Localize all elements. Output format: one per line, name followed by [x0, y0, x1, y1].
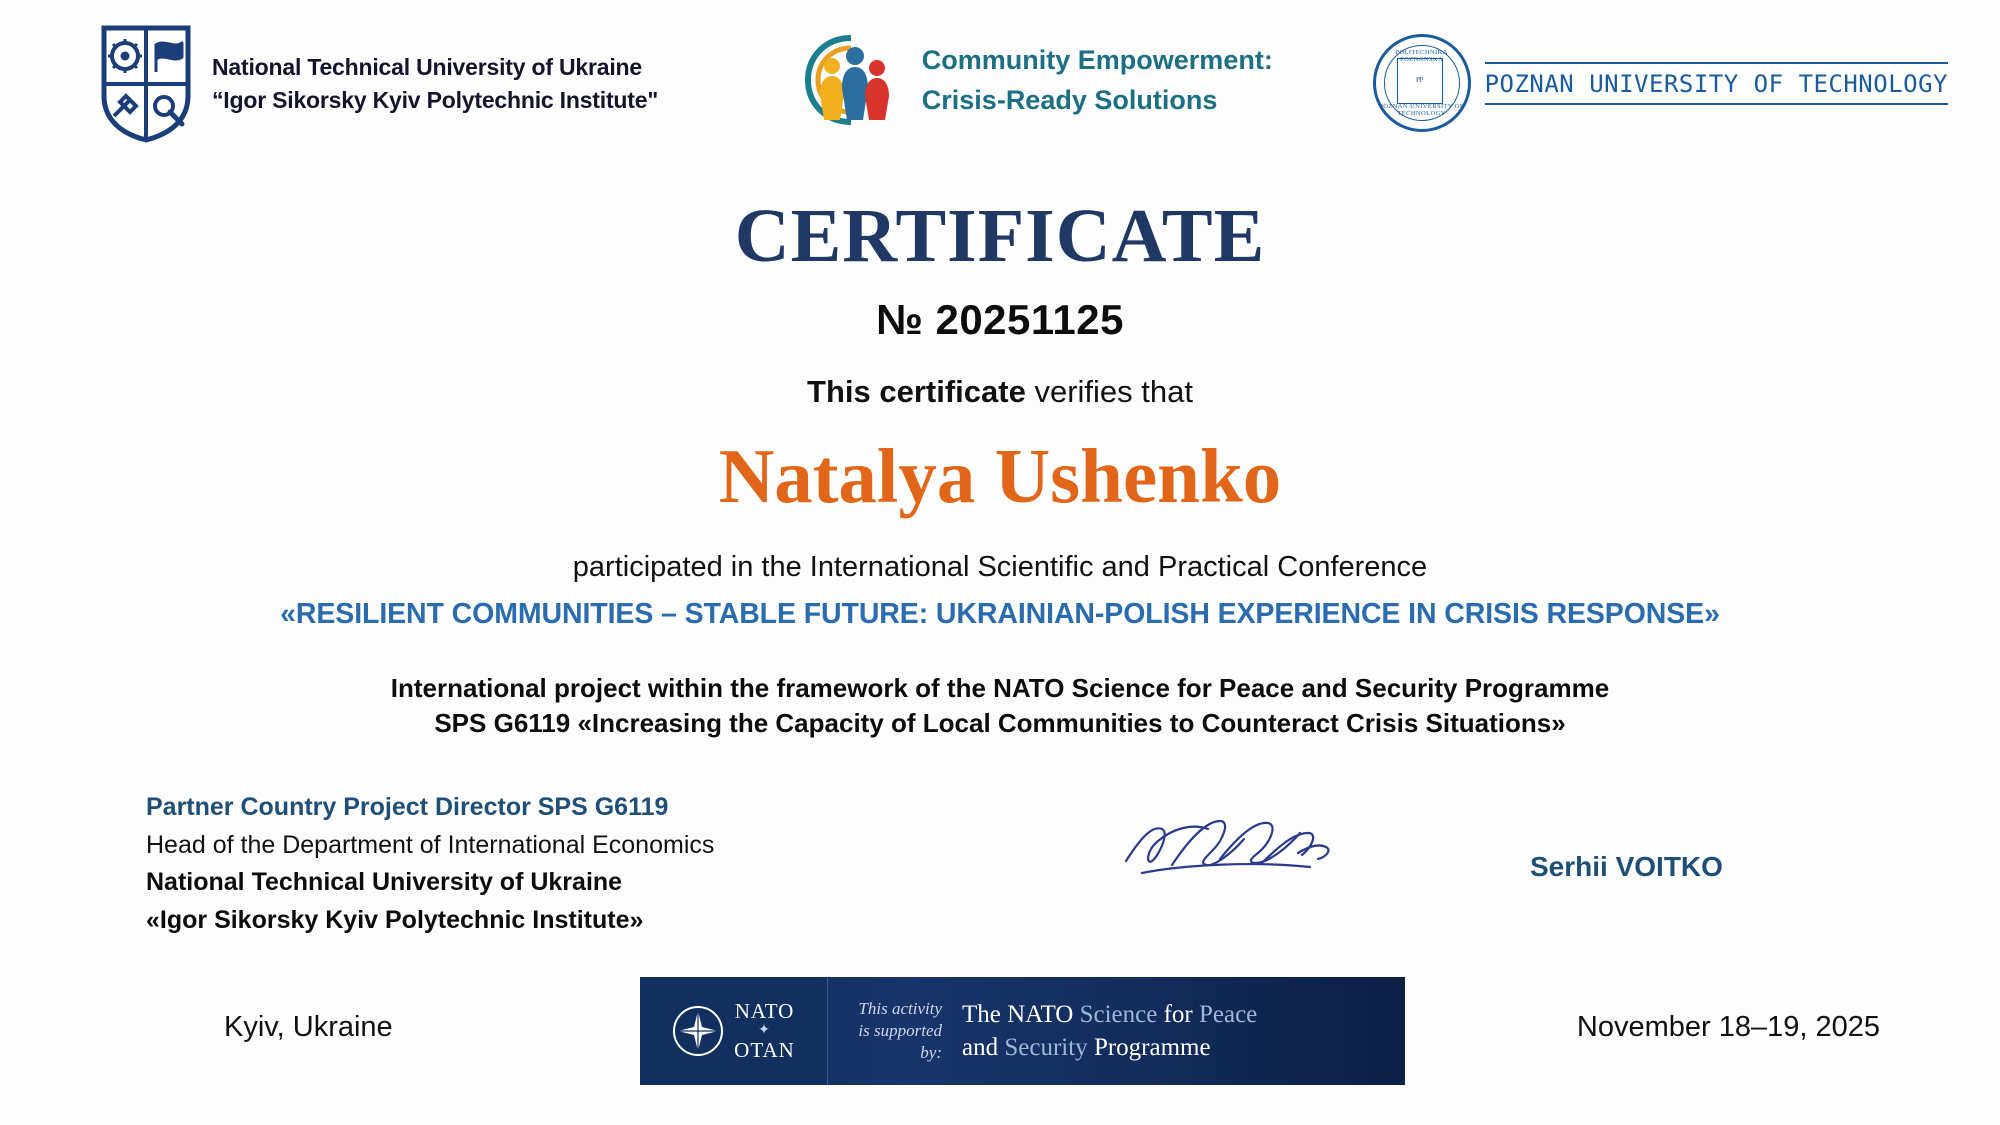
verification-suffix: verifies that — [1034, 374, 1193, 409]
header-logo-ntuu-kpi — [100, 24, 658, 144]
poznan-seal-top-text: POLITECHNIKA POZNANSKA — [1395, 49, 1448, 63]
poznan-seal-inner-text: PP — [1397, 58, 1443, 104]
ntuu-kpi-name-line2: “Igor Sikorsky Kyiv Polytechnic Institute" — [212, 87, 659, 113]
signer-org-line1: National Technical University of Ukraine — [146, 868, 623, 897]
nato-compass-star-icon — [672, 1005, 724, 1057]
ntuu-kpi-name — [212, 51, 658, 118]
handwritten-signature-icon — [1112, 799, 1342, 891]
participation-line: participated in the International Scientific and Practical Conference — [572, 550, 1428, 583]
nato-sps-banner — [640, 977, 1405, 1085]
nato-supported-line1: This activity — [858, 998, 942, 1018]
certificate-number: № 20251125 — [875, 296, 1125, 343]
signature-block — [0, 789, 2000, 969]
poznan-seal-bottom-text: POZNAN UNIVERSITY OF TECHNOLOGY — [1379, 103, 1464, 117]
project-description-line2: SPS G6119 «Increasing the Capacity of Local Communities to Counteract Crisis Situations» — [434, 707, 1566, 738]
nato-divider-icon: ✦ — [758, 1022, 771, 1038]
nato-programme-line2-a: and — [962, 1034, 1005, 1061]
community-empowerment-line1: Community Empowerment: — [921, 44, 1273, 75]
nato-supported-line2: is supported by: — [858, 1020, 942, 1063]
nato-programme-line1 — [962, 998, 1257, 1031]
signer-role: Partner Country Project Director SPS G6119 — [146, 793, 669, 822]
nato-label: NATO — [734, 999, 795, 1024]
nato-programme-title — [956, 998, 1257, 1064]
otan-label: OTAN — [734, 1038, 795, 1063]
ntuu-kpi-shield-logo-icon — [100, 24, 192, 144]
verification-line — [0, 374, 2000, 410]
event-dates: November 18–19, 2025 — [1576, 1011, 1880, 1043]
poznan-wordmark: POZNAN UNIVERSITY OF TECHNOLOGY — [1485, 62, 1948, 105]
certificate-header — [0, 0, 2000, 160]
verification-prefix: This certificate — [807, 374, 1026, 409]
project-description — [0, 671, 2000, 741]
nato-programme-line1-c: for — [1157, 1001, 1199, 1028]
nato-programme-line2 — [962, 1031, 1257, 1064]
nato-supported-by-text — [828, 998, 956, 1064]
ntuu-kpi-name-line1: National Technical University of Ukraine — [212, 53, 642, 80]
community-empowerment-title — [922, 40, 1273, 121]
nato-programme-line2-b: Security — [1004, 1034, 1088, 1061]
community-empowerment-line2: Crisis-Ready Solutions — [921, 85, 1218, 115]
header-logo-community-empowerment — [798, 32, 1273, 128]
nato-otan-labels — [734, 998, 795, 1063]
signer-name: Serhii VOITKO — [1530, 851, 1723, 883]
issue-place: Kyiv, Ukraine — [224, 1011, 393, 1043]
nato-programme-line1-b: Science — [1079, 1001, 1158, 1028]
recipient-name: Natalya Ushenko — [718, 433, 1282, 519]
certificate-footer — [0, 977, 2000, 1087]
project-description-line1: International project within the framework of the NATO Science for Peace and Security Programme — [390, 672, 1610, 703]
nato-programme-line2-c: Programme — [1087, 1034, 1211, 1061]
nato-programme-line1-a: The NATO — [962, 1001, 1080, 1028]
header-logo-poznan — [1373, 34, 1948, 132]
page-title: CERTIFICATE — [734, 194, 1266, 278]
signer-org-line2: «Igor Sikorsky Kyiv Polytechnic Institute» — [146, 905, 644, 934]
community-empowerment-people-logo-icon — [798, 32, 904, 128]
conference-title: «RESILIENT COMMUNITIES – STABLE FUTURE: UKRAINIAN-POLISH EXPERIENCE IN CRISIS RESPONSE» — [280, 597, 1720, 630]
poznan-university-seal-icon — [1373, 34, 1471, 132]
nato-programme-line1-d: Peace — [1198, 1001, 1258, 1028]
nato-emblem-block — [640, 977, 828, 1085]
signer-details — [146, 789, 714, 939]
signer-department: Head of the Department of International Economics — [146, 830, 715, 859]
